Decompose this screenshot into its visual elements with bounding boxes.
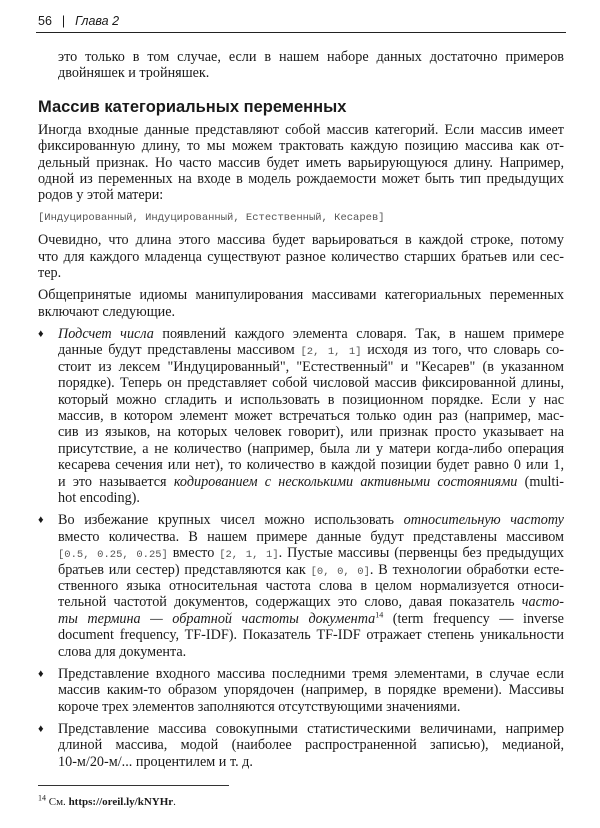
text-run: присутствие, а не количество (например, была ли у матери когда-либо операция [58,440,564,457]
text-line [58,754,564,770]
text-line [38,265,564,281]
text-line [58,699,564,715]
text-run: 10-м/20-м/... процентилем и т. д. [58,753,253,770]
inline-code: [2, 1, 1] [300,346,362,359]
footnote-ref: 14 [375,610,384,619]
text-line [58,375,564,391]
text-line [38,187,564,203]
text-run: Иногда входные данные представляют собой массив категорий. Если массив имеет [38,121,564,138]
bullet-item [38,721,564,770]
text-line [38,232,564,248]
inline-code: [2, 1, 1] [219,549,279,562]
text-run: который можно сгладить и использовать в позиционном порядке. Если у нас [58,391,564,408]
header-rule [36,32,566,33]
text-line [58,49,564,65]
text-run: появлений каждого элемента словаря. Так, в нашем примере [153,326,564,343]
text-run: Очевидно, что длина этого массива будет варьироваться в каждой строке, потому [38,232,564,249]
text-run: длиной массива, модой (наиболее распространенной записью), медианой, [58,737,564,754]
text-line [58,562,564,578]
paragraph [38,122,564,204]
paragraph [38,49,564,82]
bullet-item [38,512,564,660]
footnote-rule [38,785,229,786]
text-run: вместо количества. В нашем примере данные будут представлены массивом [58,528,564,545]
text-run: стоит из лексем "Индуцированный", "Естественный" и "Кесарев" (в указанном [58,358,564,375]
text-run: дельный признак. Но часто массив будет иметь варьирующуюся длину. Например, [38,154,564,171]
text-line [58,644,564,660]
text-run: двойняшек и тройняшек. [58,65,210,82]
text-line [58,424,564,440]
text-line [58,490,564,506]
text-line [58,545,564,561]
text-run: . Пустые массивы (первенцы без предыдущих [278,545,564,562]
text-run: ственного языка относительная частота слова в целом нормализуется относи- [58,577,564,594]
text-run: Общепринятые идиомы манипулирования массивами категориальных переменных [38,287,564,304]
text-run: родов у этой матери: [38,187,164,204]
text-run: document frequency, TF-IDF). Показатель TF-IDF отражает степень уникальности [58,627,564,644]
text-line [38,155,564,171]
text-line [38,138,564,154]
text-run: это только в том случае, если в нашем наборе данных достаточно примеров [58,49,564,65]
text-line [38,171,564,187]
diamond-bullet-icon: ♦ [38,667,44,680]
text-line [58,392,564,408]
text-run: порядке). Теперь он представляет собой числовой массив фиксированной длины, [58,375,564,392]
text-line [58,666,564,682]
bullet-item [38,666,564,715]
text-line [38,122,564,138]
text-run: фиксированную длину, то мы можем трактовать каждую позицию массива как от- [38,138,564,155]
running-header [38,14,119,28]
code-sample: [Индуцированный, Индуцированный, Естественный, Кесарев] [38,211,385,224]
text-line [38,287,564,303]
text-run: сив из языков, на которых человек говорит), или признак просто указывает на [58,424,564,441]
text-line [58,627,564,643]
text-line [58,342,564,358]
text-run: что для каждого младенца существуют разное количество старших братьев или сес- [38,248,564,265]
text-run: и это называется [58,473,174,490]
italic-term: часто- [521,594,564,611]
footnote [38,793,176,808]
footnote-prefix: См. [46,796,69,808]
text-run: Представление входного массива последними тремя элементами, в случае если [58,665,564,682]
text-run: слова для документа. [58,643,187,660]
text-line [38,249,564,265]
text-run: короче трех элементов заполняются отсутствующими значениями. [58,698,461,715]
text-run: массив каким-то образом упорядочен (например, в порядке времени). Массивы [58,682,564,699]
diamond-bullet-icon: ♦ [38,723,44,736]
text-run: (term frequency — inverse [383,610,564,627]
text-run: Во избежание крупных чисел можно использовать [58,512,404,529]
diamond-bullet-icon: ♦ [38,514,44,527]
text-line [58,65,564,81]
text-run: братьев или сестер) представляются как [58,561,311,578]
page-number: 56 [38,14,52,28]
diamond-bullet-icon: ♦ [38,328,44,341]
chapter-title: Глава 2 [75,14,120,28]
italic-term: ты термина — обратной частоты документа [58,610,376,627]
text-line [58,441,564,457]
italic-term: относительную частоту [403,512,564,529]
text-line [58,594,564,610]
inline-code: [0.5, 0.25, 0.25] [58,549,168,562]
paragraph [38,287,564,320]
text-run: hot encoding). [58,490,140,506]
text-line [58,359,564,375]
inline-code: [0, 0, 0] [310,565,370,578]
italic-term: кодированием с несколькими активными состояниями [173,473,518,490]
italic-term: Подсчет числа [58,326,154,343]
footnote-suffix: . [173,796,176,808]
text-run: одной из переменных на входе в модель рождаемости может быть тип предыдущих [38,170,564,187]
text-line [58,512,564,528]
text-line [58,457,564,473]
text-line [58,611,564,627]
text-run: тер. [38,264,62,281]
text-run: . В технологии обработки есте- [369,561,564,578]
text-run: данные будут представлены массивом [58,342,301,359]
bullet-item [38,326,564,506]
text-line [58,474,564,490]
paragraph [38,232,564,281]
text-line [58,682,564,698]
text-run: вместо [167,545,220,562]
section-heading: Массив категориальных переменных [38,97,347,116]
text-line [58,578,564,594]
footnote-number: 14 [38,793,46,803]
header-separator: | [61,14,66,28]
text-run: Представление массива совокупными статистическими величинами, например [58,721,564,738]
text-line [38,304,564,320]
text-run: исходя из того, что словарь со- [361,342,564,359]
text-run: кесарева сечения или нет), то количество в каждой позиции будет равно 0 или 1, [58,457,564,474]
text-run: тельной частотой документов, содержащих это слово, давая показатель [58,594,522,611]
text-run: включают следующие. [38,303,176,320]
page-body [38,49,564,770]
text-line [58,408,564,424]
text-line [58,721,564,737]
text-run: (multi- [517,473,565,490]
text-line [58,737,564,753]
text-line [58,326,564,342]
footnote-link[interactable]: https://oreil.ly/kNYHr [68,796,174,808]
text-line [58,529,564,545]
text-run: массив, в котором элемент может встречаться только один раз (например, мас- [58,408,564,425]
